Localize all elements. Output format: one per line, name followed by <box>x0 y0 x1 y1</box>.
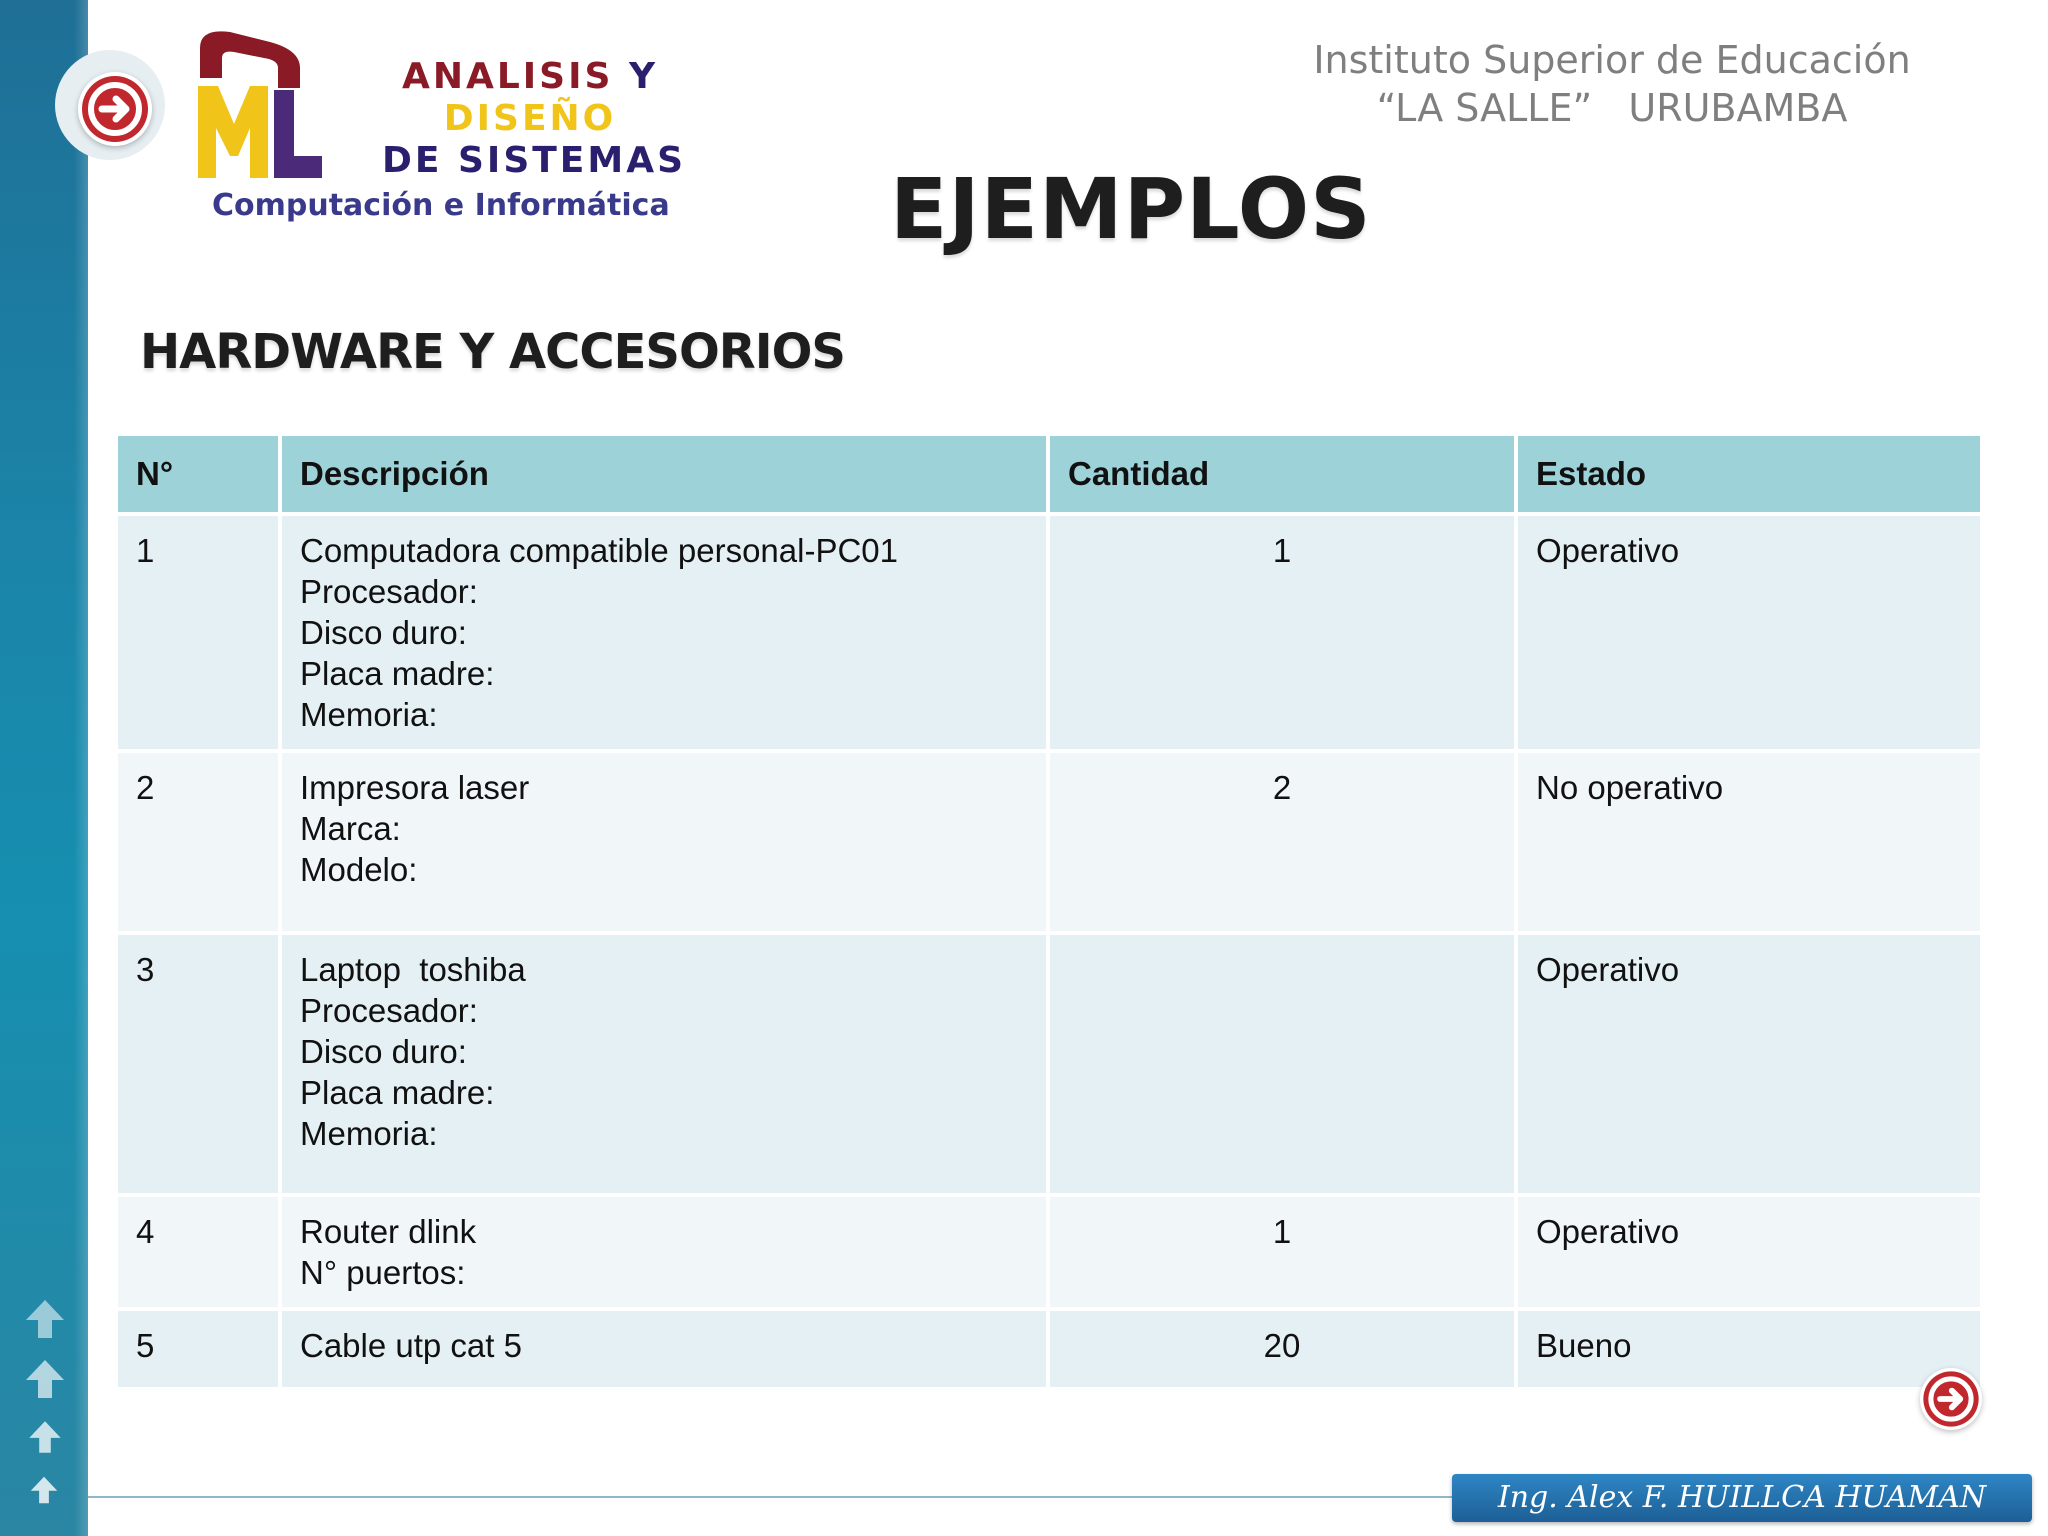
desc-line: Placa madre: <box>300 1074 495 1111</box>
cell-cantidad: 1 <box>1050 516 1514 749</box>
arrow-up-icon <box>22 1356 68 1402</box>
institute-line2: “LA SALLE” URUBAMBA <box>1376 86 1848 130</box>
table-header-row <box>118 436 1980 512</box>
table-row <box>118 1197 1980 1307</box>
arrow-up-icon <box>28 1474 60 1506</box>
cell-estado: No operativo <box>1518 753 1980 931</box>
logo-title-word2: Y <box>628 56 659 97</box>
uml-logo <box>190 28 330 180</box>
desc-line: Computadora compatible personal-PC01 <box>300 532 898 569</box>
desc-line: Laptop toshiba <box>300 951 526 988</box>
cell-n: 4 <box>118 1197 278 1307</box>
cell-cantidad <box>1050 935 1514 1193</box>
table-row <box>118 753 1980 931</box>
header-cantidad: Cantidad <box>1050 436 1514 512</box>
next-slide-button[interactable] <box>78 72 152 146</box>
institute-line1: Instituto Superior de Educación <box>1313 38 1911 82</box>
logo-subtitle: Computación e Informática <box>212 188 670 223</box>
desc-line: Procesador: <box>300 573 478 610</box>
arrow-right-circle-icon <box>1920 1368 1982 1430</box>
desc-line: Router dlink <box>300 1213 477 1250</box>
header-estado: Estado <box>1518 436 1980 512</box>
footer-divider <box>88 1496 1458 1498</box>
table-row <box>118 935 1980 1193</box>
desc-line: Procesador: <box>300 992 478 1029</box>
cell-estado: Operativo <box>1518 1197 1980 1307</box>
desc-line: Disco duro: <box>300 1033 467 1070</box>
cell-cantidad: 1 <box>1050 1197 1514 1307</box>
desc-line: Memoria: <box>300 696 438 733</box>
author-footer: Ing. Alex F. HUILLCA HUAMAN <box>1452 1474 2032 1522</box>
desc-line: Impresora laser <box>300 769 530 806</box>
table-row <box>118 516 1980 749</box>
header-n: N° <box>118 436 278 512</box>
logo-title-line2: DE SISTEMAS <box>381 140 687 181</box>
cell-descripcion <box>282 516 1046 749</box>
desc-line: Marca: <box>300 810 401 847</box>
desc-line: Placa madre: <box>300 655 495 692</box>
logo-title-word1: ANALISIS <box>401 56 614 97</box>
section-title: HARDWARE Y ACCESORIOS <box>140 324 845 380</box>
header-descripcion: Descripción <box>282 436 1046 512</box>
desc-line: Cable utp cat 5 <box>300 1327 522 1364</box>
desc-line: Disco duro: <box>300 614 467 651</box>
cell-descripcion <box>282 1311 1046 1387</box>
table-row <box>118 1311 1980 1387</box>
next-slide-button-bottom[interactable] <box>1920 1368 1982 1430</box>
logo-title-word3: DISEÑO <box>443 98 617 139</box>
arrow-right-circle-icon <box>78 72 152 146</box>
arrow-up-icon <box>26 1418 64 1456</box>
cell-estado: Operativo <box>1518 516 1980 749</box>
desc-line: N° puertos: <box>300 1254 466 1291</box>
left-decorative-band <box>0 0 88 1536</box>
desc-line: Modelo: <box>300 851 418 888</box>
cell-cantidad: 2 <box>1050 753 1514 931</box>
cell-n: 2 <box>118 753 278 931</box>
cell-estado: Operativo <box>1518 935 1980 1193</box>
cell-n: 1 <box>118 516 278 749</box>
page-title: EJEMPLOS <box>890 160 1372 258</box>
inventory-table <box>118 436 1988 1387</box>
cell-estado: Bueno <box>1518 1311 1980 1387</box>
logo-title <box>320 56 740 182</box>
cell-descripcion <box>282 935 1046 1193</box>
arrow-up-icon <box>22 1296 68 1342</box>
cell-descripcion <box>282 753 1046 931</box>
institute-name <box>1262 36 1962 132</box>
desc-line: Memoria: <box>300 1115 438 1152</box>
cell-cantidad: 20 <box>1050 1311 1514 1387</box>
cell-descripcion <box>282 1197 1046 1307</box>
cell-n: 3 <box>118 935 278 1193</box>
cell-n: 5 <box>118 1311 278 1387</box>
